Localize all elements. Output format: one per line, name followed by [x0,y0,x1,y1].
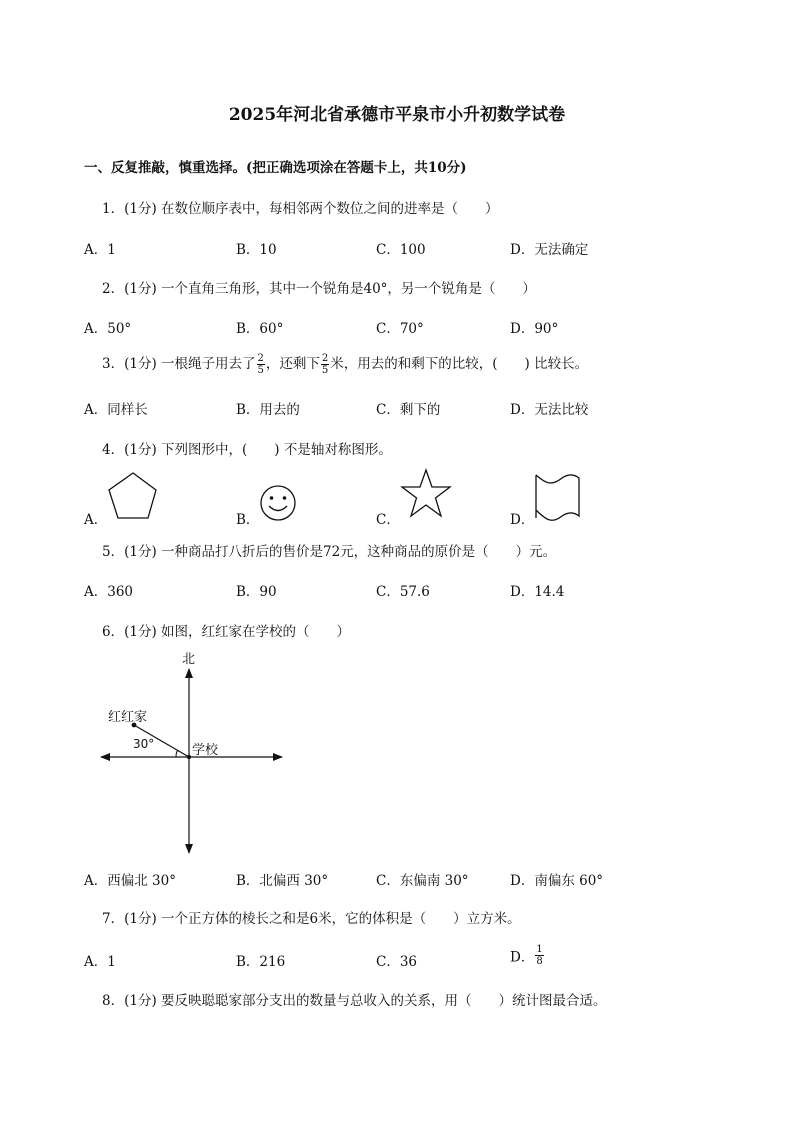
q5-option-a[interactable]: A．360 [84,584,134,600]
north-label: 北 [182,652,196,667]
q5-option-b[interactable]: B．90 [236,584,277,600]
fraction-two-fifths: $\frac{2}{5}$ [257,353,264,376]
q4-option-b[interactable]: B． [236,512,260,528]
q6-option-d[interactable]: D．南偏东 60° [510,873,604,889]
q4-option-a[interactable]: A． [84,512,108,528]
q7-option-c[interactable]: C．36 [376,954,418,970]
q1-option-d[interactable]: D．无法确定 [510,242,589,258]
q1-option-b[interactable]: B．10 [236,242,277,258]
q7-option-d[interactable]: D． $\frac{1}{8}$ [510,944,543,967]
q2-option-a[interactable]: A．50° [84,321,132,337]
section-heading: 一、反复推敲，慎重选择。(把正确选项涂在答题卡上，共10分) [84,160,467,176]
q3-option-b[interactable]: B．用去的 [236,402,300,418]
q1-option-c[interactable]: C．100 [376,242,426,258]
pentagon-icon [106,470,160,522]
q3-text-1: 3．(1分) 一根绳子用去了 [102,356,256,372]
q6-option-b[interactable]: B．北偏西 30° [236,873,329,889]
angle-label: 30° [133,737,155,751]
q2-option-d[interactable]: D．90° [510,321,559,337]
q3-option-c[interactable]: C．剩下的 [376,402,441,418]
q3-text-2: ，还剩下 [265,356,320,372]
question-6: 6．(1分) 如图，红红家在学校的（ ） [102,624,351,640]
q2-option-b[interactable]: B．60° [236,321,284,337]
question-7: 7．(1分) 一个正方体的棱长之和是6米，它的体积是（ ）立方米。 [102,911,521,927]
school-point [187,755,191,759]
q6-option-a[interactable]: A．西偏北 30° [84,873,176,889]
q3-option-a[interactable]: A．同样长 [84,402,148,418]
fraction-one-eighth: $\frac{1}{8}$ [536,944,543,967]
question-2: 2．(1分) 一个直角三角形，其中一个锐角是40°，另一个锐角是（ ） [102,281,536,297]
smiley-icon [258,484,298,524]
q5-option-c[interactable]: C．57.6 [376,584,430,600]
q4-option-d[interactable]: D． [510,512,535,528]
question-5: 5．(1分) 一种商品打八折后的售价是72元，这种商品的原价是（ ）元。 [102,544,557,560]
school-label: 学校 [192,743,219,758]
q3-text-3: 米，用去的和剩下的比较，( ) 比较长。 [330,356,589,372]
angle-arc [176,751,178,758]
home-label: 红红家 [108,710,148,725]
star-icon [398,468,454,522]
flag-icon [530,472,584,522]
q7-option-a[interactable]: A．1 [84,954,116,970]
q6-option-c[interactable]: C．东偏南 30° [376,873,469,889]
question-3 [102,352,588,376]
question-4: 4．(1分) 下列图形中，( ) 不是轴对称图形。 [102,442,392,458]
q2-option-c[interactable]: C．70° [376,321,424,337]
question-8: 8．(1分) 要反映聪聪家部分支出的数量与总收入的关系，用（ ）统计图最合适。 [102,993,607,1009]
q3-option-d[interactable]: D．无法比较 [510,402,589,418]
q7-option-b[interactable]: B．216 [236,954,286,970]
q1-option-a[interactable]: A．1 [84,242,116,258]
question-1: 1．(1分) 在数位顺序表中，每相邻两个数位之间的进率是（ ） [102,201,499,217]
fraction-two-fifths-meter: $\frac{2}{5}$ [321,353,329,376]
page-title: 2025年河北省承德市平泉市小升初数学试卷 [228,105,566,125]
q4-option-c[interactable]: C． [376,512,400,528]
q5-option-d[interactable]: D．14.4 [510,584,565,600]
